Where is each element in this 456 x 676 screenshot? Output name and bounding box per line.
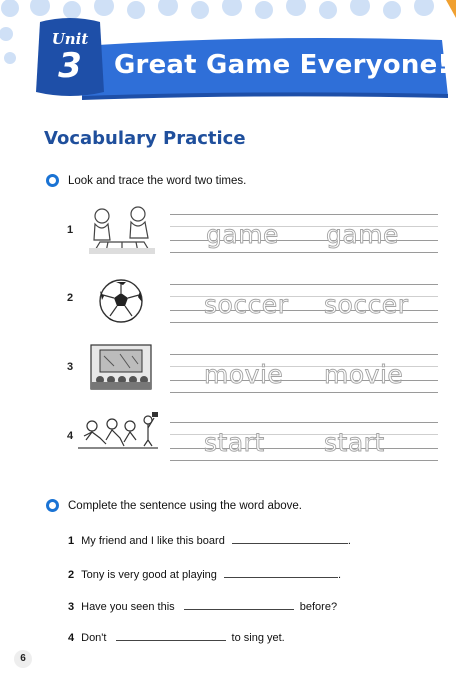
trace-word: soccer <box>204 290 289 319</box>
item-number: 2 <box>67 292 74 304</box>
trace-word: soccer <box>324 290 409 319</box>
sentence-text: Tony is very good at playing <box>81 569 217 581</box>
activity1-instruction-text: Look and trace the word two times. <box>68 174 247 187</box>
sentence-number: 2 <box>68 569 75 581</box>
sentence-number: 3 <box>68 601 75 613</box>
item-number: 1 <box>67 224 74 236</box>
item-number: 4 <box>67 430 74 442</box>
sentence-text-end: to sing yet. <box>231 632 285 644</box>
sentence-text-end: . <box>337 569 341 581</box>
unit-label: Unit <box>51 30 89 48</box>
trace-lines <box>170 354 438 394</box>
page-title: Great Game Everyone! <box>114 50 450 80</box>
trace-word: start <box>204 428 265 457</box>
sentence-number: 4 <box>68 632 75 644</box>
trace-lines <box>170 422 438 462</box>
trace-word: start <box>324 428 385 457</box>
race-start-icon <box>78 412 158 452</box>
movie-theater-icon <box>90 344 152 390</box>
unit-badge <box>44 30 96 92</box>
activity1-instruction <box>46 174 246 187</box>
sentence-row <box>68 599 337 613</box>
answer-blank[interactable] <box>224 567 338 578</box>
activity2-instruction <box>46 499 302 512</box>
sentence-text-end: before? <box>299 601 338 613</box>
item-number: 3 <box>67 361 74 373</box>
trace-word: game <box>206 220 279 249</box>
sentence-number: 1 <box>68 535 75 547</box>
answer-blank[interactable] <box>232 533 348 544</box>
trace-word: movie <box>324 360 404 389</box>
soccer-ball-icon <box>96 278 146 324</box>
bullet-circle-icon <box>46 499 59 512</box>
kids-board-game-icon <box>86 202 158 256</box>
answer-blank[interactable] <box>116 630 226 641</box>
trace-lines <box>170 214 438 254</box>
sentence-row <box>68 630 285 644</box>
sentence-text: My friend and I like this board <box>81 535 225 547</box>
trace-lines <box>170 284 438 324</box>
trace-word: game <box>326 220 399 249</box>
activity2-instruction-text: Complete the sentence using the word above. <box>68 499 302 512</box>
answer-blank[interactable] <box>184 599 294 610</box>
sentence-row <box>68 533 351 547</box>
sentence-text: Don't <box>81 632 107 644</box>
sentence-text: Have you seen this <box>81 601 175 613</box>
sentence-row <box>68 567 341 581</box>
trace-word: movie <box>204 360 284 389</box>
sentence-text-end: . <box>347 535 351 547</box>
unit-number: 3 <box>58 46 82 86</box>
page-number: 6 <box>14 650 32 668</box>
bullet-circle-icon <box>46 174 59 187</box>
section-title: Vocabulary Practice <box>44 128 246 149</box>
